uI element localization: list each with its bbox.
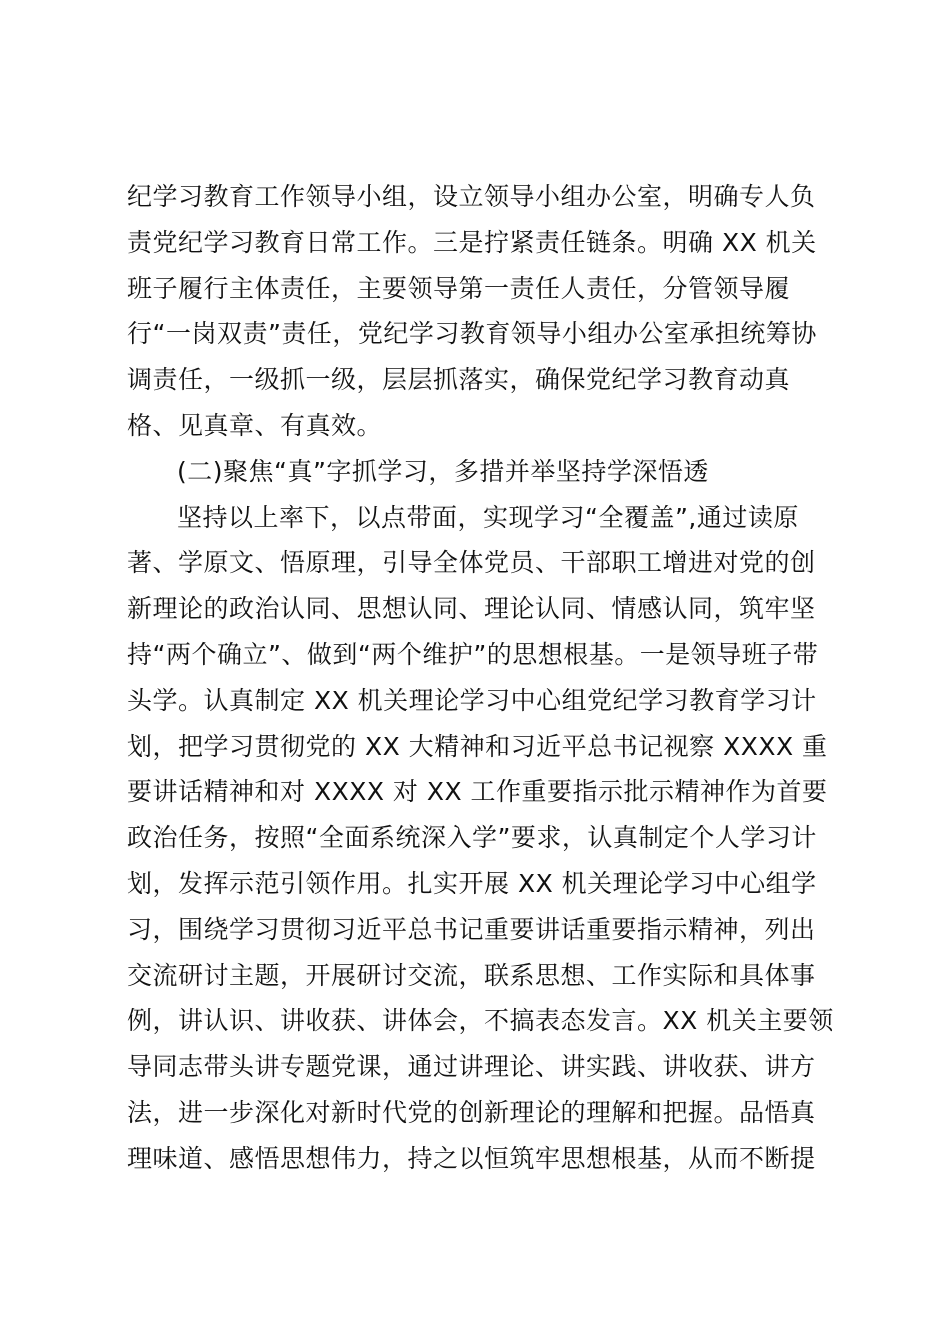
- text-line: 责党纪学习教育日常工作。三是拧紧责任链条。明确 XX 机关: [127, 227, 817, 257]
- text-line: 新理论的政治认同、思想认同、理论认同、情感认同，筑牢坚: [127, 594, 816, 624]
- text-line: 格、见真章、有真效。: [127, 410, 383, 440]
- text-line: 政治任务，按照“全面系统深入学”要求，认真制定个人学习计: [127, 823, 817, 853]
- text-line: 持“两个确立”、做到“两个维护”的思想根基。一是领导班子带: [127, 639, 819, 669]
- text-line: 行“一岗双责”责任，党纪学习教育领导小组办公室承担统筹协: [127, 319, 817, 349]
- section-heading: (二)聚焦“真”字抓学习，多措并举坚持学深悟透: [177, 456, 709, 486]
- text-line: 纪学习教育工作领导小组，设立领导小组办公室，明确专人负: [127, 182, 816, 211]
- text-line: 调责任，一级抓一级，层层抓落实，确保党纪学习教育动真: [127, 365, 791, 395]
- text-line: 导同志带头讲专题党课，通过讲理论、讲实践、讲收获、讲方: [127, 1052, 816, 1082]
- text-line: 划，把学习贯彻党的 XX 大精神和习近平总书记视察 XXXX 重: [127, 731, 828, 761]
- text-line: 习，围绕学习贯彻习近平总书记重要讲话重要指示精神，列出: [127, 914, 816, 944]
- text-line: 理味道、感悟思想伟力，持之以恒筑牢思想根基，从而不断提: [127, 1143, 816, 1173]
- text-line: 例，讲认识、讲收获、讲体会，不搞表态发言。XX 机关主要领: [127, 1006, 834, 1036]
- text-line: 班子履行主体责任，主要领导第一责任人责任，分管领导履: [127, 273, 791, 303]
- text-line: 著、学原文、悟原理，引导全体党员、干部职工增进对党的创: [127, 548, 816, 578]
- paragraph-first-line: 坚持以上率下，以点带面，实现学习“全覆盖”,通过读原: [177, 502, 799, 532]
- text-line: 划，发挥示范引领作用。扎实开展 XX 机关理论学习中心组学: [127, 868, 817, 898]
- text-line: 要讲话精神和对 XXXX 对 XX 工作重要指示批示精神作为首要: [127, 777, 828, 807]
- text-line: 头学。认真制定 XX 机关理论学习中心组党纪学习教育学习计: [127, 685, 817, 715]
- document-body: [127, 174, 834, 1182]
- text-line: 法，进一步深化对新时代党的创新理论的理解和把握。品悟真: [127, 1097, 816, 1127]
- text-line: 交流研讨主题，开展研讨交流，联系思想、工作实际和具体事: [127, 960, 816, 990]
